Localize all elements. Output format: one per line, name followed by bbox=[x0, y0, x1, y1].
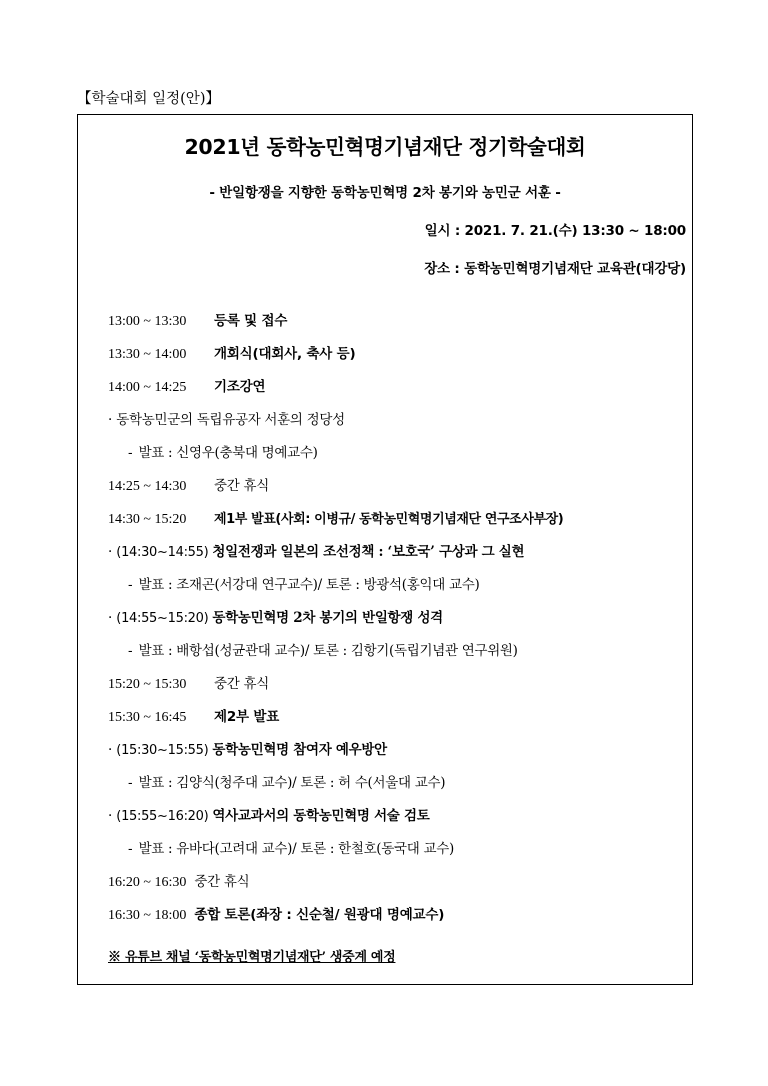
people-text: 발표 : 배항섭(성균관대 교수)/ 토론 : 김항기(독립기념관 연구위원) bbox=[138, 643, 518, 659]
part1-talk1 bbox=[108, 540, 524, 564]
part2-talk1-people bbox=[128, 771, 445, 795]
part1-talk2-people bbox=[128, 639, 518, 663]
document-tag: 【학술대회 일정(안)】 bbox=[77, 91, 220, 107]
date-line: 일시 : 2021. 7. 21.(수) 13:30 ~ 18:00 bbox=[424, 223, 686, 239]
dash: - bbox=[128, 643, 133, 659]
part2-talk2 bbox=[108, 804, 429, 828]
row-label: 개회식(대회사, 축사 등) bbox=[214, 346, 356, 362]
part1-talk1-people bbox=[128, 573, 479, 597]
topic-text: 동학농민군의 독립유공자 서훈의 정당성 bbox=[116, 412, 345, 428]
schedule-row-part2 bbox=[108, 705, 279, 729]
row-label: 중간 휴식 bbox=[194, 874, 250, 890]
row-label: 등록 및 접수 bbox=[214, 313, 288, 329]
venue-line: 장소 : 동학농민혁명기념재단 교육관(대강당) bbox=[424, 261, 686, 277]
subtitle: - 반일항쟁을 지향한 동학농민혁명 2차 봉기와 농민군 서훈 - bbox=[209, 185, 561, 201]
row-label: 제1부 발표(사회: 이병규/ 동학농민혁명기념재단 연구조사부장) bbox=[214, 512, 564, 527]
schedule-box bbox=[77, 114, 693, 985]
people-text: 발표 : 김양식(청주대 교수)/ 토론 : 허 수(서울대 교수) bbox=[138, 775, 446, 791]
session-time: (15:55~16:20) bbox=[116, 809, 209, 824]
dash: - bbox=[128, 841, 133, 857]
talk-title: 동학농민혁명 2차 봉기의 반일항쟁 성격 bbox=[212, 610, 443, 626]
row-time: 15:30 ~ 16:45 bbox=[108, 710, 187, 725]
row-time: 16:30 ~ 18:00 bbox=[108, 908, 187, 923]
row-time: 13:00 ~ 13:30 bbox=[108, 314, 187, 329]
schedule-row-break bbox=[108, 474, 269, 498]
bullet: · bbox=[108, 808, 113, 824]
talk-title: 동학농민혁명 참여자 예우방안 bbox=[212, 742, 387, 758]
schedule-row-opening bbox=[108, 342, 355, 366]
talk-title: 청일전쟁과 일본의 조선정책 : ‘보호국’ 구상과 그 실현 bbox=[212, 544, 525, 560]
row-time: 13:30 ~ 14:00 bbox=[108, 347, 187, 362]
row-time: 14:00 ~ 14:25 bbox=[108, 380, 187, 395]
part1-talk2 bbox=[108, 606, 443, 630]
people-text: 발표 : 유바다(고려대 교수)/ 토론 : 한철호(동국대 교수) bbox=[138, 841, 454, 857]
keynote-topic bbox=[108, 408, 345, 432]
row-label: 중간 휴식 bbox=[214, 676, 269, 692]
dash: - bbox=[128, 577, 133, 593]
people-text: 발표 : 조재곤(서강대 연구교수)/ 토론 : 방광석(홍익대 교수) bbox=[138, 577, 480, 593]
speaker-text: 발표 : 신영우(충북대 명예교수) bbox=[138, 445, 318, 461]
session-time: (15:30~15:55) bbox=[116, 743, 209, 758]
row-label: 기조강연 bbox=[214, 379, 266, 395]
row-time: 14:25 ~ 14:30 bbox=[108, 479, 187, 494]
schedule-row-registration bbox=[108, 309, 287, 333]
part2-talk1 bbox=[108, 738, 387, 762]
bullet: · bbox=[108, 742, 113, 758]
row-time: 14:30 ~ 15:20 bbox=[108, 512, 187, 527]
page-title: 2021년 동학농민혁명기념재단 정기학술대회 bbox=[184, 135, 586, 159]
talk-title: 역사교과서의 동학농민혁명 서술 검토 bbox=[212, 808, 430, 824]
row-label: 종합 토론(좌장 : 신순철/ 원광대 명예교수) bbox=[194, 907, 445, 923]
dash: - bbox=[128, 775, 133, 791]
schedule-row-keynote bbox=[108, 375, 265, 399]
part2-talk2-people bbox=[128, 837, 454, 861]
schedule-row-discussion bbox=[108, 903, 444, 927]
livestream-note: ※ 유튜브 채널 ‘동학농민혁명기념재단’ 생중계 예정 bbox=[108, 950, 396, 965]
session-time: (14:55~15:20) bbox=[116, 611, 209, 626]
session-time: (14:30~14:55) bbox=[116, 545, 209, 560]
bullet: · bbox=[108, 544, 113, 560]
row-label: 제2부 발표 bbox=[214, 709, 280, 725]
bullet: · bbox=[108, 412, 113, 428]
row-time: 15:20 ~ 15:30 bbox=[108, 677, 187, 692]
row-time: 16:20 ~ 16:30 bbox=[108, 875, 187, 890]
schedule-row-part1 bbox=[108, 507, 563, 531]
row-label: 중간 휴식 bbox=[214, 478, 269, 494]
bullet: · bbox=[108, 610, 113, 626]
dash: - bbox=[128, 445, 133, 461]
schedule-row-break bbox=[108, 870, 249, 894]
schedule-row-break bbox=[108, 672, 269, 696]
keynote-speaker bbox=[128, 441, 318, 465]
